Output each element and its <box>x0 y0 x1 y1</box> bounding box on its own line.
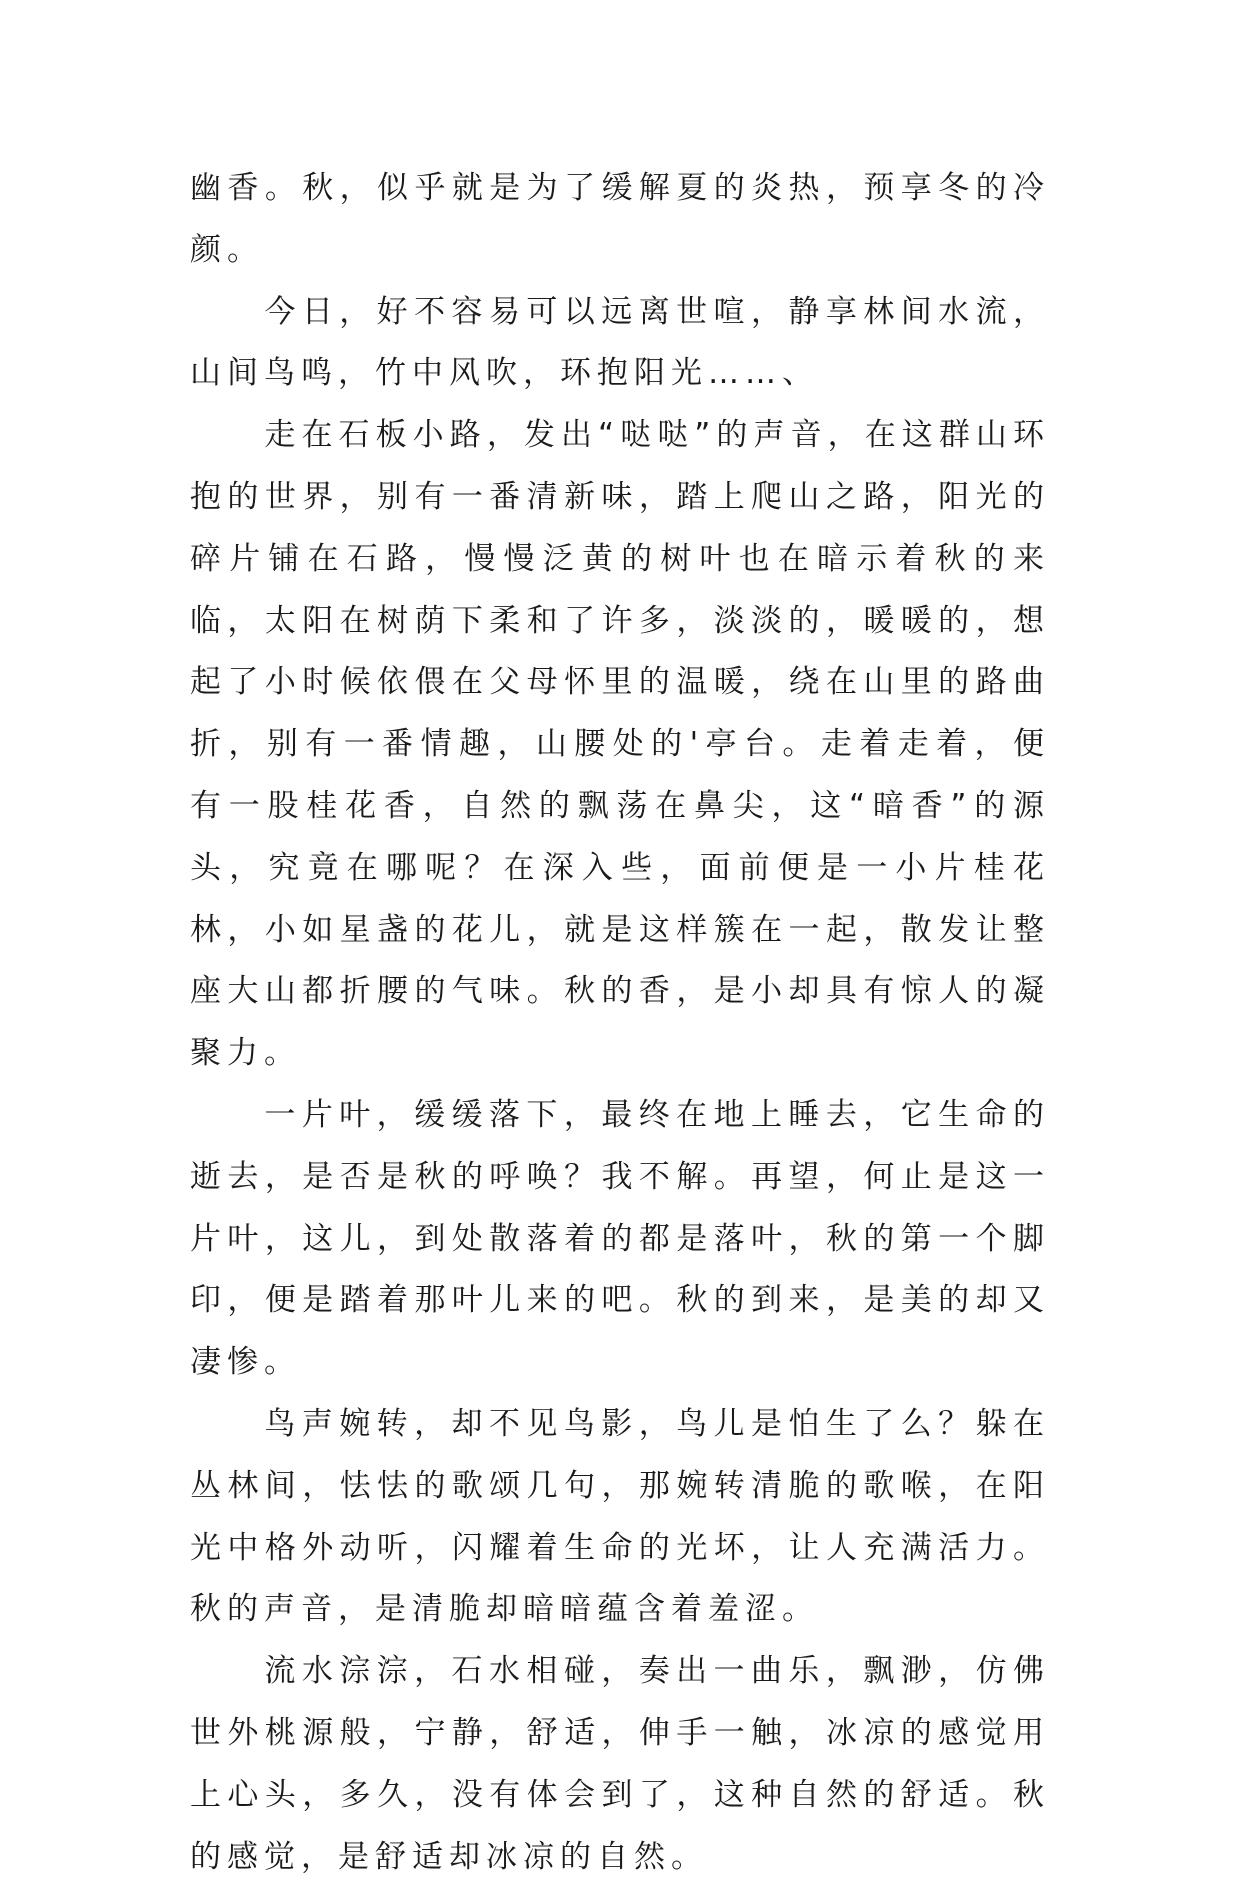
paragraph-falling-leaf: 一片叶，缓缓落下，最终在地上睡去，它生命的逝去，是否是秋的呼唤？我不解。再望，何止是这一片叶，这儿，到处散落着的都是落叶，秋的第一个脚印，便是踏着那叶儿来的吧。秋的到来，是美的却又凄惨。 <box>190 1096 1050 1381</box>
paragraph-today: 今日，好不容易可以远离世喧，静享林间水流，山间鸟鸣，竹中风吹，环抱阳光……、 <box>190 293 1050 392</box>
paragraph-birdsong: 鸟声婉转，却不见鸟影，鸟儿是怕生了么？躲在丛林间，怯怯的歌颂几句，那婉转清脆的歌喉，在阳光中格外动听，闪耀着生命的光坏，让人充满活力。秋的声音，是清脆却暗暗蕴含着羞涩。 <box>190 1405 1050 1628</box>
paragraph-stone-path: 走在石板小路，发出“哒哒”的声音，在这群山环抱的世界，别有一番清新味，踏上爬山之路，阳光的碎片铺在石路，慢慢泛黄的树叶也在暗示着秋的来临，太阳在树荫下柔和了许多，淡淡的，暖暖的，想起了小时候依偎在父母怀里的温暖，绕在山里的路曲折，别有一番情趣，山腰处的'亭台。走着走着，便有一股桂花香，自然的飘荡在鼻尖，这“暗香”的源头，究竟在哪呢？在深入些，面前便是一小片桂花林，小如星盏的花儿，就是这样簇在一起，散发让整座大山都折腰的气味。秋的香，是小却具有惊人的凝聚力。 <box>190 417 1050 1072</box>
paragraph-flowing-water: 流水淙淙，石水相碰，奏出一曲乐，飘渺，仿佛世外桃源般，宁静，舒适，伸手一触，冰凉的感觉用上心头，多久，没有体会到了，这种自然的舒适。秋的感觉，是舒适却冰凉的自然。 <box>190 1653 1050 1875</box>
essay-body <box>190 158 1050 1888</box>
paragraph-continuation: 幽香。秋，似乎就是为了缓解夏的炎热，预享冬的冷颜。 <box>190 170 1050 268</box>
